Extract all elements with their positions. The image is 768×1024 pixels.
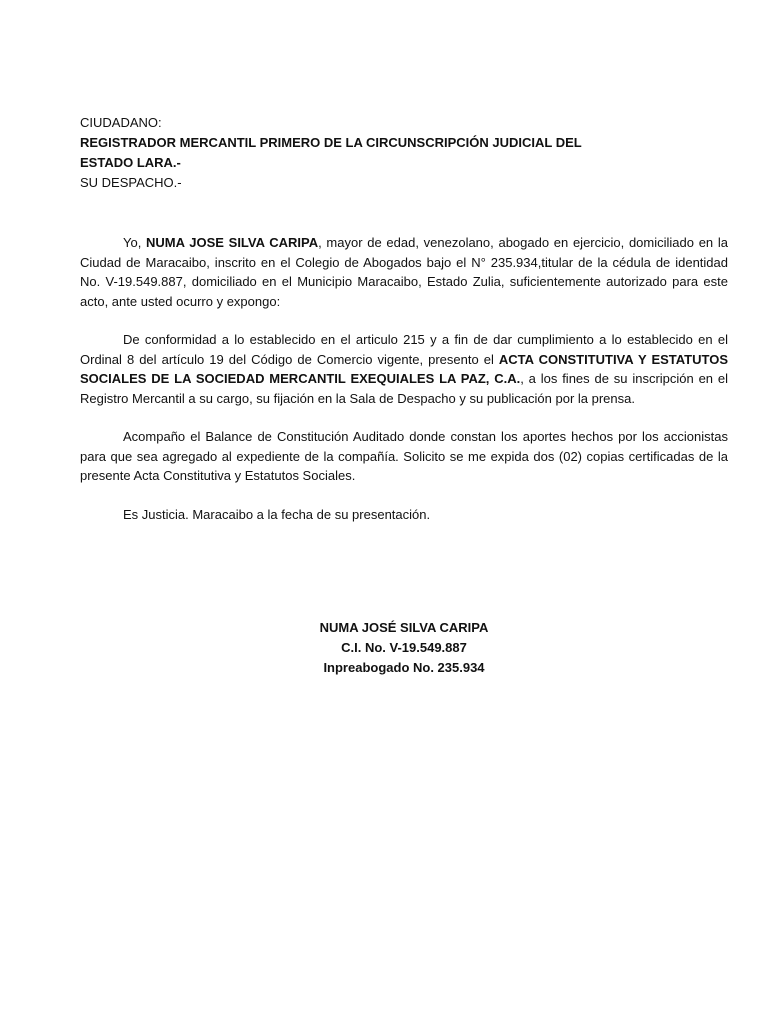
signature-ci: C.I. No. V-19.549.887 [341,640,467,655]
addressee-line-2: ESTADO LARA.- [80,155,181,170]
p1-name: NUMA JOSE SILVA CARIPA [146,235,319,250]
p2-document-title: ACTA CONSTITUTIVA Y ESTATUTOS SOCIALES DE LA SOCIEDAD MERCANTIL EXEQUIALES LA PAZ, C.A. [80,351,729,386]
office-line: SU DESPACHO.- [80,175,182,190]
p1-rest: , mayor de edad, venezolano, abogado en ejercicio, domiciliado en la Ciudad de Maracaibo, inscrito en el Colegio de Abogados bajo el N° 235.934,titular de la cédula de identidad No. V-19.549.887, domiciliado en el Municipio Maracaibo, Estado Zulia, suficientemente autorizado para este acto, ante usted ocurro y expongo: [80,235,728,309]
paragraph-attachments: Acompaño el Balance de Constitución Auditado donde constan los aportes hechos por los accionistas para que sea agregado al expediente de la compañía. Solicito se me expida dos (02) copias certificadas de la presente Acta Constitutiva y Estatutos Sociales. [80,429,728,483]
paragraph-request [80,330,728,408]
document-body [80,113,728,524]
signature-block [0,618,768,678]
paragraph-identification [80,233,728,311]
paragraph-closing: Es Justicia. Maracaibo a la fecha de su presentación. [123,506,431,522]
addressee-line-1: REGISTRADOR MERCANTIL PRIMERO DE LA CIRCUNSCRIPCIÓN JUDICIAL DEL [80,135,582,150]
signature-name: NUMA JOSÉ SILVA CARIPA [319,620,489,635]
p2-intro: De conformidad a lo establecido en el articulo 215 y a fin de dar cumplimiento a lo establecido en el Ordinal 8 del artículo 19 del Código de Comercio vigente, presento el [80,332,728,367]
p2-rest: , a los fines de su inscripción en el Registro Mercantil a su cargo, su fijación en la Sala de Despacho y su publicación por la prensa. [80,371,728,406]
p1-intro: Yo, [123,235,147,250]
signature-inpreabogado: Inpreabogado No. 235.934 [323,660,485,675]
salutation: CIUDADANO: [80,115,162,130]
